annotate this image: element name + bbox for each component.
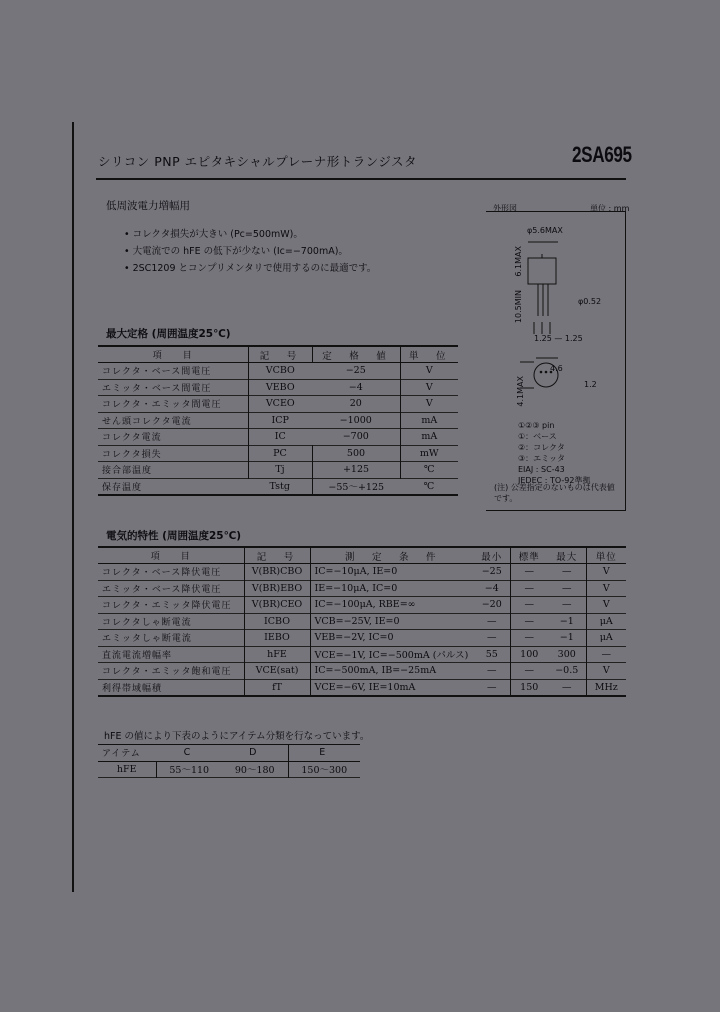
hfe-range-e: 150〜300 [288, 761, 360, 778]
header-rule [96, 178, 626, 180]
pin-collector: ②：コレクタ [518, 443, 565, 452]
table-row: エミッタ・ベース降伏電圧 V(BR)EBO IE=−10μA, IC=0 −4 — — V [98, 580, 626, 597]
col-item: 項 目 [98, 547, 244, 564]
table-row: コレクタ・エミッタ間電圧 VCEO 20 V [98, 396, 458, 413]
electrical-table [98, 546, 626, 697]
col-symbol: 記 号 [244, 547, 310, 564]
col-unit: 単 位 [400, 346, 458, 363]
dim-width: 4.6 [550, 364, 563, 373]
max-ratings-table [98, 345, 458, 496]
table-row: コレクタしゃ断電流 ICBO VCB=−25V, IE=0 — — −1 μA [98, 613, 626, 630]
package-note: (注) 公差指定のないものは代表値です。 [494, 483, 615, 503]
feature-list [124, 226, 376, 277]
col-min: 最小 [474, 547, 510, 564]
hfe-classification-note: hFE の値により下表のようにアイテム分類を行なっています。 [104, 731, 370, 742]
dim-diameter: φ5.6MAX [527, 226, 563, 235]
dim-body-height: 6.1MAX [514, 246, 523, 277]
pin-emitter: ③：エミッタ [518, 454, 566, 463]
hfe-range-c: 55〜110 [156, 761, 222, 778]
table-row: コレクタ電流 IC −700 mA [98, 429, 458, 446]
table-row: コレクタ・ベース降伏電圧 V(BR)CBO IC=−10μA, IE=0 −25 — — V [98, 564, 626, 581]
table-row: 保存温度 Tstg −55〜+125 ℃ [98, 478, 458, 495]
table-row: 直流電流増幅率 hFE VCE=−1V, IC=−500mA (パルス) 55 100 300 — [98, 646, 626, 663]
hfe-label: hFE [116, 763, 137, 775]
col-class-e: E [288, 745, 360, 762]
col-item: アイテム [98, 745, 156, 762]
dim-lead-length: 10.5MIN [514, 290, 523, 324]
table-row: エミッタしゃ断電流 IEBO VEB=−2V, IC=0 — — −1 μA [98, 630, 626, 647]
col-condition: 測 定 条 件 [310, 547, 474, 564]
package-unit: 単位 : mm [590, 204, 630, 213]
hfe-range-d: 90〜180 [234, 765, 275, 777]
col-symbol: 記 号 [248, 346, 312, 363]
table-row: 利得帯域幅積 fT VCE=−6V, IE=10mA — 150 — MHz [98, 679, 626, 696]
table-row: コレクタ損失 PC 500 mW [98, 445, 458, 462]
col-typ: 標準 [510, 547, 548, 564]
max-ratings-title: 最大定格 (周囲温度25℃) [106, 328, 231, 340]
binding-edge-line [72, 122, 74, 892]
dim-lead-diameter: φ0.52 [578, 297, 602, 306]
table-row: コレクタ・エミッタ飽和電圧 VCE(sat) IC=−500mA, IB=−25mA — — −0.5 V [98, 663, 626, 680]
device-description: シリコン PNP エピタキシャルプレーナ形トランジスタ [98, 154, 418, 169]
dim-side: 1.2 [584, 380, 597, 389]
table-row: せん頭コレクタ電流 ICP −1000 mA [98, 412, 458, 429]
package-outline-title: 外形図 [493, 204, 517, 213]
pin-assignment [518, 420, 590, 486]
eiaj-code: EIAJ : SC-43 [518, 465, 565, 474]
pin-header: ①②③ pin [518, 421, 555, 430]
feature-item: • 大電流での hFE の低下が少ない (Ic=−700mA)。 [124, 243, 376, 260]
table-row: 接合部温度 Tj +125 ℃ [98, 462, 458, 479]
jedec-code: JEDEC : TO-92準拠 [518, 476, 591, 485]
hfe-class-table [98, 744, 360, 778]
col-item: 項 目 [98, 346, 248, 363]
col-max: 最大 [548, 547, 586, 564]
col-rating: 定 格 値 [312, 346, 400, 363]
table-row [98, 761, 360, 778]
electrical-title: 電気的特性 (周囲温度25℃) [106, 530, 242, 542]
table-row: コレクタ・ベース間電圧 VCBO −25 V [98, 363, 458, 380]
col-class-d: D [222, 745, 288, 762]
table-row: エミッタ・ベース間電圧 VEBO −4 V [98, 379, 458, 396]
feature-item: • コレクタ損失が大きい (Pc=500mW)。 [124, 226, 376, 243]
feature-item: • 2SC1209 とコンプリメンタリで使用するのに最適です。 [124, 260, 376, 277]
col-unit: 単位 [586, 547, 626, 564]
dim-depth: 4.1MAX [516, 376, 525, 407]
dim-lead-pitch: 1.25 — 1.25 [534, 334, 583, 343]
pin-base: ①：ベース [518, 432, 557, 441]
part-number: 2SA695 [572, 142, 632, 167]
application-title: 低周波電力増幅用 [106, 200, 190, 212]
table-row: コレクタ・エミッタ降伏電圧 V(BR)CEO IC=−100μA, RBE=∞ −20 — — V [98, 597, 626, 614]
col-class-c: C [156, 745, 222, 762]
